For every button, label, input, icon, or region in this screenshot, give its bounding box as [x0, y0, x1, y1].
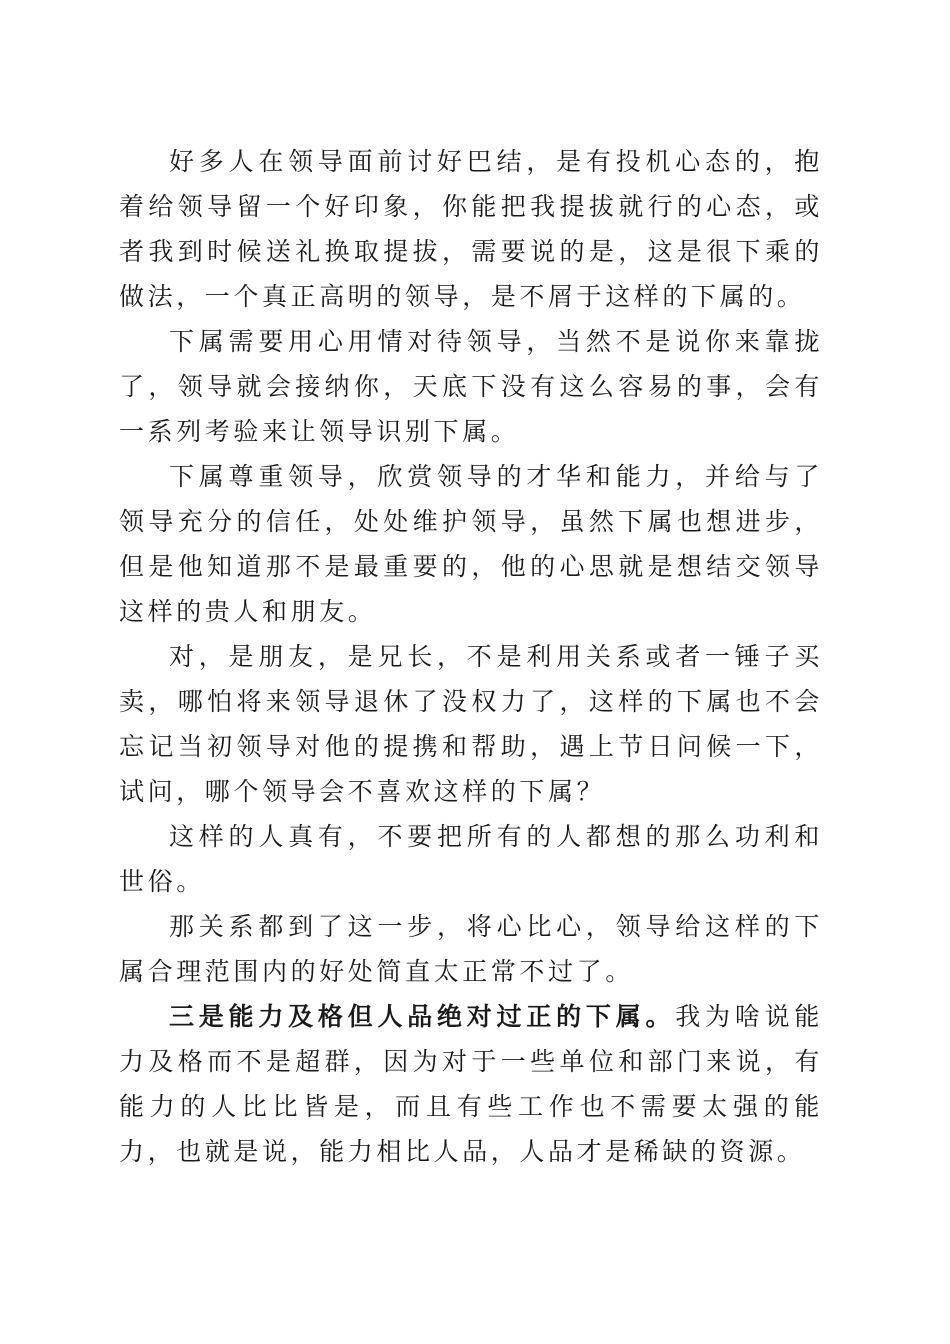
section-lead-sentence: 三是能力及格但人品绝对过正的下属。	[169, 1002, 676, 1031]
paragraph-section-heading	[119, 994, 823, 1174]
paragraph: 这样的人真有，不要把所有的人都想的那么功利和世俗。	[119, 822, 823, 896]
paragraph: 下属尊重领导，欣赏领导的才华和能力，并给与了领导充分的信任，处处维护领导，虽然下属也想进步，但是他知道那不是最重要的，他的心思就是想结交领导这样的贵人和朋友。	[119, 462, 823, 626]
paragraph: 好多人在领导面前讨好巴结，是有投机心态的，抱着给领导留一个好印象，你能把我提拔就行的心态，或者我到时候送礼换取提拔，需要说的是，这是很下乘的做法，一个真正高明的领导，是不屑于这样的下属的。	[119, 147, 823, 311]
paragraph: 那关系都到了这一步，将心比心，领导给这样的下属合理范围内的好处简直太正常不过了。	[119, 912, 823, 986]
paragraph: 下属需要用心用情对待领导，当然不是说你来靠拢了，领导就会接纳你，天底下没有这么容易的事，会有一系列考验来让领导识别下属。	[119, 327, 823, 446]
paragraph: 对，是朋友，是兄长，不是利用关系或者一锤子买卖，哪怕将来领导退休了没权力了，这样的下属也不会忘记当初领导对他的提携和帮助，遇上节日问候一下，试问，哪个领导会不喜欢这样的下属？	[119, 642, 823, 806]
paragraph-body-text: 我为啥说能力及格而不是超群，因为对于一些单位和部门来说，有能力的人比比皆是，而且有些工作也不需要太强的能力，也就是说，能力相比人品，人品才是稀缺的资源。	[119, 1002, 823, 1166]
document-body	[119, 139, 823, 1174]
